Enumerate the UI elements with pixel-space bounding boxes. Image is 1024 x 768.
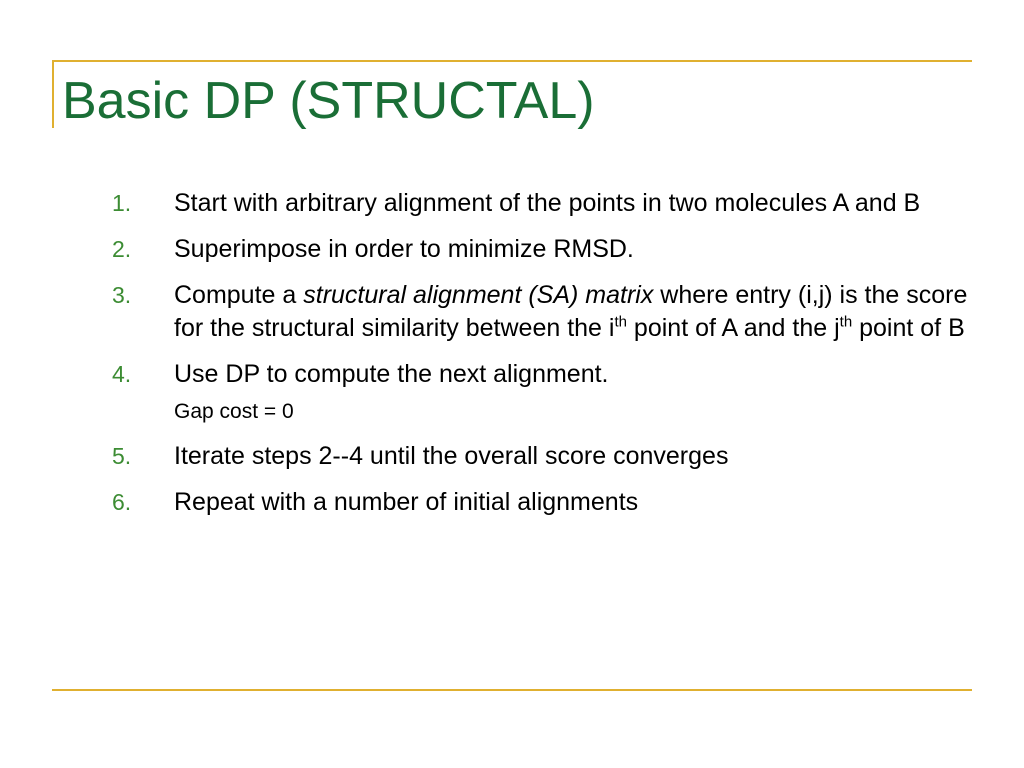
item-text: Start with arbitrary alignment of the points in two molecules A and B [174, 189, 921, 217]
item-number: 1. [112, 190, 132, 216]
top-rule [52, 60, 972, 62]
item-text-suffix: point of B [852, 314, 965, 342]
item-number: 3. [112, 282, 132, 308]
item-text-middle: where entry (i,j) is the score for the structural similarity between the i [174, 281, 968, 342]
item-text: Iterate steps 2--4 until the overall score converges [174, 442, 729, 470]
list-item [112, 233, 972, 266]
list-item [112, 358, 972, 391]
list-item [112, 279, 972, 345]
item-text [174, 279, 972, 345]
item-number: 5. [112, 443, 132, 469]
item-text-prefix: Compute a [174, 281, 304, 309]
item-number: 2. [112, 236, 132, 262]
item-number: 6. [112, 489, 132, 515]
item-text-middle-2: point of A and the j [626, 314, 840, 342]
item-text-emphasis: structural alignment (SA) matrix [303, 281, 654, 309]
bottom-rule [52, 689, 972, 691]
item-text: Repeat with a number of initial alignments [174, 488, 639, 516]
list-item [112, 486, 972, 519]
superscript-th: th [839, 313, 853, 331]
slide-title: Basic DP (STRUCTAL) [62, 72, 595, 130]
list-item [112, 440, 972, 473]
sub-item: Gap cost = 0 [174, 400, 294, 423]
superscript-th: th [614, 313, 627, 331]
list-item [112, 187, 972, 220]
steps-list [112, 187, 972, 532]
item-text: Use DP to compute the next alignment. [174, 360, 609, 388]
left-rule [52, 60, 54, 128]
item-text: Superimpose in order to minimize RMSD. [174, 235, 634, 263]
item-number: 4. [112, 361, 132, 387]
